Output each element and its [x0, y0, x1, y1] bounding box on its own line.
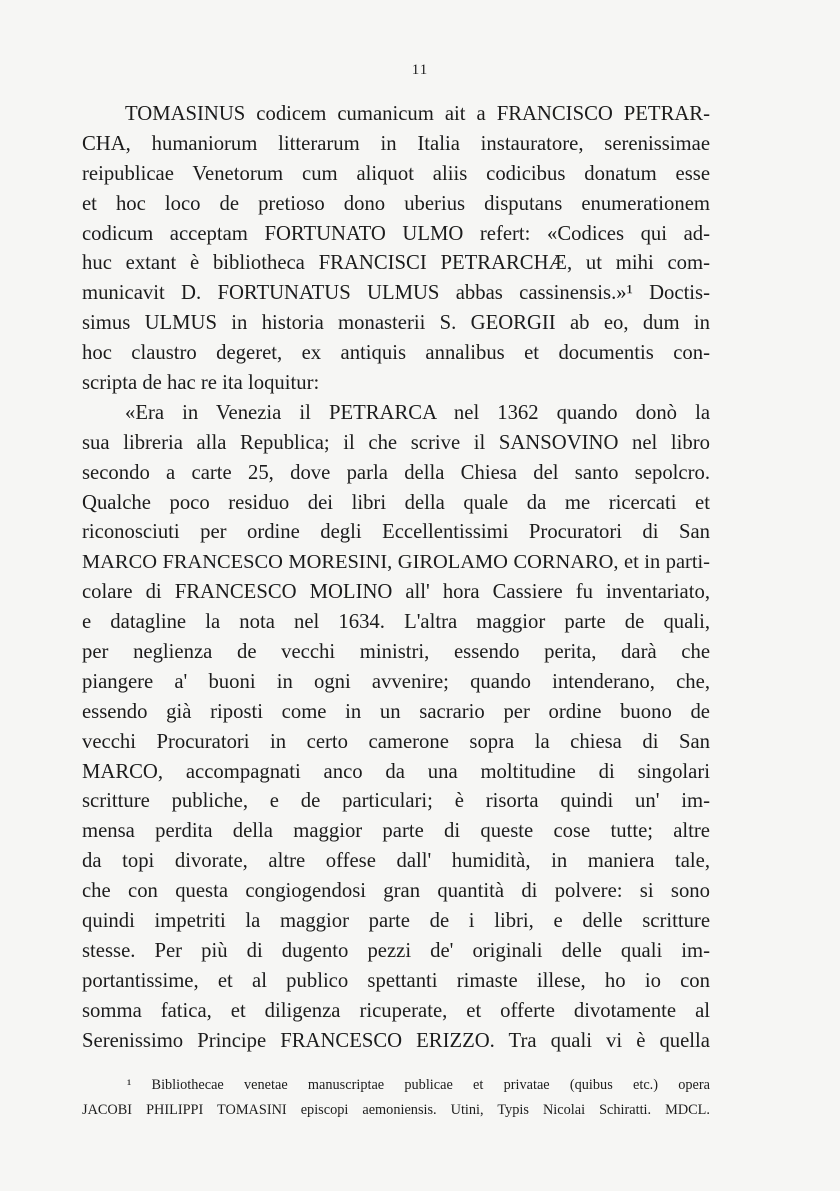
text-line: stesse. Per più di dugento pezzi de' originali delle quali im- [82, 939, 710, 962]
text-line: «Era in Venezia il PETRARCA nel 1362 quando donò la [125, 401, 710, 424]
text-line: e datagline la nota nel 1634. L'altra maggior parte de quali, [82, 611, 710, 634]
text-line: vecchi Procuratori in certo camerone sopra la chiesa di San [82, 730, 710, 753]
page-number: 11 [411, 62, 429, 78]
text-line: sua libreria alla Republica; il che scrive il SANSOVINO nel libro [82, 431, 710, 454]
text-line: mensa perdita della maggior parte di queste cose tutte; altre [82, 820, 710, 843]
text-line: CHA, humaniorum litterarum in Italia instauratore, serenissimae [82, 132, 710, 155]
text-line: et hoc loco de pretioso dono uberius disputans enumerationem [82, 192, 710, 215]
text-line: che con questa congiogendosi gran quantità di polvere: si sono [82, 880, 710, 903]
text-line: per neglienza de vecchi ministri, essendo perita, darà che [82, 641, 710, 664]
text-line: Qualche poco residuo dei libri della quale da me ricercati et [82, 491, 710, 514]
text-line: hoc claustro degeret, ex antiquis annalibus et documentis con- [82, 342, 710, 365]
footnotes [82, 1073, 710, 1122]
text-line: MARCO FRANCESCO MORESINI, GIROLAMO CORNARO, et in parti- [82, 551, 710, 574]
text-line: TOMASINUS codicem cumanicum ait a FRANCISCO PETRAR- [125, 103, 710, 125]
text-line: portantissime, et al publico spettanti rimaste illese, ho io con [82, 969, 710, 992]
text-line: reipublicae Venetorum cum aliquot aliis codicibus donatum esse [82, 162, 710, 185]
footnote-line: JACOBI PHILIPPI TOMASINI episcopi aemoniensis. Utini, Typis Nicolai Schiratti. MDCL. [82, 1101, 710, 1118]
text-line: da topi divorate, altre offese dall' humidità, in maniera tale, [82, 850, 710, 873]
text-line: riconosciuti per ordine degli Eccellentissimi Procuratori di San [82, 521, 710, 544]
text-line: simus ULMUS in historia monasterii S. GEORGII ab eo, dum in [82, 312, 710, 335]
text-line: scritture publiche, e de particulari; è risorta quindi un' im- [82, 790, 710, 813]
text-line: piangere a' buoni in ogni avvenire; quando intenderano, che, [82, 670, 710, 693]
text-line: secondo a carte 25, dove parla della Chiesa del santo sepolcro. [82, 461, 710, 484]
text-line: somma fatica, et diligenza ricuperate, et offerte divotamente al [82, 999, 710, 1022]
text-line: quindi impetriti la maggior parte de i libri, e delle scritture [82, 910, 710, 933]
text-line: codicum acceptam FORTUNATO ULMO refert: «Codices qui ad- [82, 222, 710, 245]
footnote-line: ¹ Bibliothecae venetae manuscriptae publicae et privatae (quibus etc.) opera [127, 1077, 710, 1093]
text-line: colare di FRANCESCO MOLINO all' hora Cassiere fu inventariato, [82, 581, 710, 604]
text-line: MARCO, accompagnati anco da una moltitudine di singolari [82, 760, 710, 783]
text-line: essendo già riposti come in un sacrario per ordine buono de [82, 700, 710, 723]
body-text [82, 100, 710, 1057]
text-line: scripta de hac re ita loquitur: [82, 372, 320, 395]
text-line: municavit D. FORTUNATUS ULMUS abbas cassinensis.»¹ Doctis- [82, 282, 710, 305]
text-line: huc extant è bibliotheca FRANCISCI PETRARCHÆ, ut mihi com- [82, 252, 710, 275]
text-line: Serenissimo Principe FRANCESCO ERIZZO. Tra quali vi è quella [82, 1029, 710, 1052]
